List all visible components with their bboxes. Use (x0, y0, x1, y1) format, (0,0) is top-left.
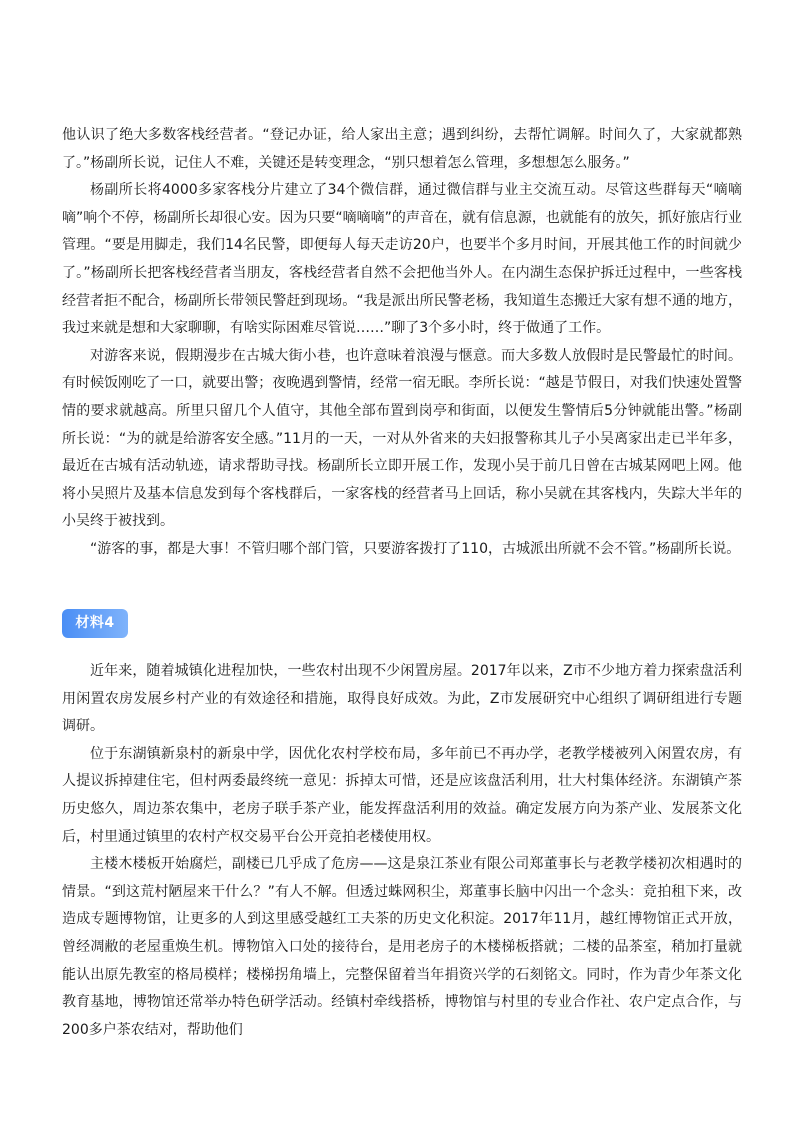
paragraph-continued: 他认识了绝大多数客栈经营者。“登记办证，给人家出主意；遇到纠纷，去帮忙调解。时间久了，大家就都熟了。”杨副所长说，记住人不难，关键还是转变理念，“别只想着怎么管理，多想想怎么服务。” (62, 127, 742, 171)
paragraph-museum: 主楼木楼板开始腐烂，副楼已几乎成了危房——这是泉江茶业有限公司郑董事长与老教学楼初次相遇时的情景。“到这荒村陋屋来干什么？”有人不解。但透过蛛网积尘，郑董事长脑中闪出一个念头：竞拍租下来，改造成专题博物馆，让更多的人到这里感受越红工夫茶的历史文化积淀。2017年11月，越红博物馆正式开放，曾经凋敝的老屋重焕生机。博物馆入口处的接待台，是用老房子的木楼梯板搭就；二楼的品茶室，稍加打量就能认出原先教室的格局模样；楼梯拐角墙上，完整保留着当年捐资兴学的石刻铭文。同时，作为青少年茶文化教育基地，博物馆还常举办特色研学活动。经镇村牵线搭桥，博物馆与村里的专业合作社、农户定点合作，与200多户茶农结对，帮助他们 (62, 856, 742, 1038)
material-4-badge: 材料4 (62, 609, 128, 638)
paragraph-intro: 近年来，随着城镇化进程加快，一些农村出现不少闲置房屋。2017年以来，Z市不少地方着力探索盘活利用闲置农房发展乡村产业的有效途径和措施，取得良好成效。为此，Z市发展研究中心组织了调研组进行专题调研。 (62, 663, 742, 735)
paragraph-xinquan-school: 位于东湖镇新泉村的新泉中学，因优化农村学校布局，多年前已不再办学，老教学楼被列入闲置农房，有人提议拆掉建住宅，但村两委最终统一意见：拆掉太可惜，还是应该盘活利用，壮大村集体经济。东湖镇产茶历史悠久，周边茶农集中，老房子联手茶产业，能发挥盘活利用的效益。确定发展方向为茶产业、发展茶文化后，村里通过镇里的农村产权交易平台公开竞拍老楼使用权。 (62, 745, 742, 845)
material-4-section (62, 658, 742, 1044)
paragraph-quote: “游客的事，都是大事！不管归哪个部门管，只要游客拨打了110，古城派出所就不会不管。”杨副所长说。 (90, 540, 741, 557)
paragraph-holiday-duty: 对游客来说，假期漫步在古城大街小巷，也许意味着浪漫与惬意。而大多数人放假时是民警最忙的时间。有时候饭刚吃了一口，就要出警；夜晚遇到警情，经常一宿无眠。李所长说：“越是节假日，对我们快速处置警情的要求就越高。所里只留几个人值守，其他全部布置到岗亭和街面，以便发生警情后5分钟就能出警。”杨副所长说：“为的就是给游客安全感。”11月的一天，一对从外省来的夫妇报警称其儿子小吴离家出走已半年多，最近在古城有活动轨迹，请求帮助寻找。杨副所长立即开展工作，发现小吴于前几日曾在古城某网吧上网。他将小吴照片及基本信息发到每个客栈群后，一家客栈的经营者马上回话，称小吴就在其客栈内，失踪大半年的小吴终于被找到。 (62, 347, 742, 530)
police-story-section (62, 122, 742, 564)
paragraph-wechat-groups: 杨副所长将4000多家客栈分片建立了34个微信群，通过微信群与业主交流互动。尽管这些群每天“嘀嘀嘀”响个不停，杨副所长却很心安。因为只要“嘀嘀嘀”的声音在，就有信息源，也就能有的放矢，抓好旅店行业管理。“要是用脚走，我们14名民警，即便每人每天走访20户，也要半个多月时间，开展其他工作的时间就少了。”杨副所长把客栈经营者当朋友，客栈经营者自然不会把他当外人。在内湖生态保护拆迁过程中，一些客栈经营者拒不配合，杨副所长带领民警赶到现场。“我是派出所民警老杨，我知道生态搬迁大家有想不通的地方，我过来就是想和大家聊聊，有啥实际困难尽管说……”聊了3个多小时，终于做通了工作。 (62, 182, 742, 337)
